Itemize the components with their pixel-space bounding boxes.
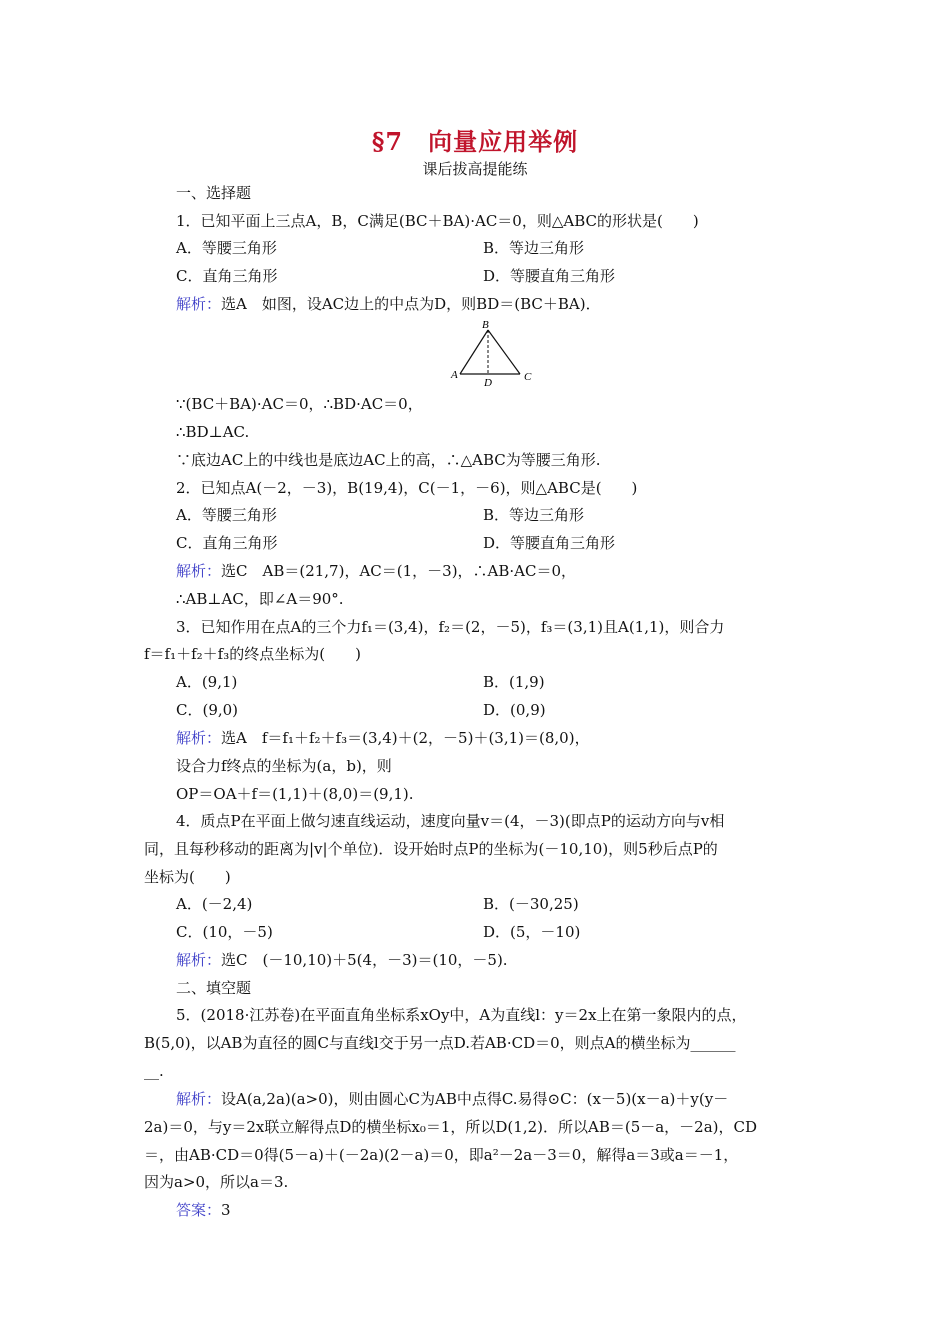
q3-step-1: 设合力f终点的坐标为(a，b)，则 [176, 757, 392, 775]
label-b: B [482, 319, 489, 331]
q3-option-b: B．(1,9) [483, 673, 545, 691]
q1-solution-text: 选A 如图，设AC边上的中点为D，则BD＝(BC＋BA)． [221, 295, 601, 313]
q2-option-d: D．等腰直角三角形 [483, 534, 616, 552]
q5-solution-line-3: ＝，由AB·CD＝0得(5－a)＋(－2a)(2－a)＝0，即a²－2a－3＝0，解得a＝3或a＝－1， [144, 1146, 739, 1164]
q5-solution-line-4: 因为a>0，所以a＝3. [144, 1173, 289, 1191]
q2-solution [176, 561, 576, 581]
side-bc [488, 330, 520, 374]
q4-solution [176, 950, 508, 970]
q1-step-2: ∴BD⊥AC. [176, 423, 250, 441]
q1-solution-label: 解析： [176, 295, 222, 313]
page-subtitle: 课后拔高提能练 [422, 160, 528, 178]
q3-step-2: OP＝OA＋f＝(1,1)＋(8,0)＝(9,1). [176, 785, 414, 803]
q5-answer-label: 答案： [176, 1201, 222, 1219]
q4-solution-text: 选C (－10,10)＋5(4，－3)＝(10，－5). [221, 951, 508, 969]
q4-stem-line-3: 坐标为( ) [144, 868, 231, 886]
q1-option-c: C．直角三角形 [176, 267, 278, 285]
q4-solution-label: 解析： [176, 951, 222, 969]
q1-solution [176, 294, 601, 314]
q5-answer-value: 3 [221, 1201, 231, 1219]
triangle-figure [448, 318, 538, 388]
q4-stem-line-2: 同，且每秒移动的距离为|v|个单位)．设开始时点P的坐标为(－10,10)，则5秒后点P的 [144, 840, 718, 858]
q3-option-c: C．(9,0) [176, 701, 239, 719]
q4-stem-line-1: 4．质点P在平面上做匀速直线运动，速度向量v＝(4，－3)(即点P的运动方向与v相 [176, 812, 725, 830]
q2-solution-label: 解析： [176, 562, 222, 580]
q5-stem-line-2: B(5,0)，以AB为直径的圆C与直线l交于另一点D.若AB·CD＝0，则点A的横坐标为______ [144, 1034, 736, 1052]
q2-option-a: A．等腰三角形 [176, 506, 277, 524]
q5-solution-label: 解析： [176, 1090, 222, 1108]
q5-stem-line-3: __. [144, 1062, 164, 1080]
page-title: §7 向量应用举例 [371, 127, 579, 156]
q5-solution-line-1 [176, 1089, 728, 1109]
q1-stem: 1．已知平面上三点A，B，C满足(BC＋BA)·AC＝0，则△ABC的形状是( ) [176, 212, 699, 230]
q4-option-a: A．(－2,4) [176, 895, 253, 913]
section-fill: 二、填空题 [176, 979, 252, 997]
label-a: A [451, 369, 458, 381]
q2-option-c: C．直角三角形 [176, 534, 278, 552]
q5-solution-line-2: 2a)＝0，与y＝2x联立解得点D的横坐标x₀＝1，所以D(1,2)．所以AB＝(5－a，－2a)，CD [144, 1118, 758, 1136]
q3-stem-line-2: f＝f₁＋f₂＋f₃的终点坐标为( ) [144, 645, 361, 663]
q3-option-a: A．(9,1) [176, 673, 238, 691]
q2-step-1: ∴AB⊥AC，即∠A＝90°. [176, 590, 344, 608]
q1-option-a: A．等腰三角形 [176, 239, 277, 257]
q3-solution-label: 解析： [176, 729, 222, 747]
q2-solution-text: 选C AB＝(21,7)，AC＝(1，－3)，∴AB·AC＝0， [221, 562, 577, 580]
side-ab [460, 330, 488, 374]
q3-stem-line-1: 3．已知作用在点A的三个力f₁＝(3,4)，f₂＝(2，－5)，f₃＝(3,1)且A(1,1)，则合力 [176, 618, 725, 636]
q1-option-d: D．等腰直角三角形 [483, 267, 616, 285]
label-d: D [484, 377, 492, 388]
q1-option-b: B．等边三角形 [483, 239, 585, 257]
q4-option-c: C．(10，－5) [176, 923, 273, 941]
q3-solution [176, 728, 590, 748]
q2-stem: 2．已知点A(－2，－3)，B(19,4)，C(－1，－6)，则△ABC是( ) [176, 479, 638, 497]
q2-option-b: B．等边三角形 [483, 506, 585, 524]
q4-option-d: D．(5，－10) [483, 923, 581, 941]
q5-stem-line-1: 5．(2018·江苏卷)在平面直角坐标系xOy中，A为直线l：y＝2x上在第一象限内的点， [176, 1006, 747, 1024]
q1-step-3: ∵底边AC上的中线也是底边AC上的高，∴△ABC为等腰三角形. [176, 451, 601, 469]
q3-option-d: D．(0,9) [483, 701, 546, 719]
q1-step-1: ∵(BC＋BA)·AC＝0，∴BD·AC＝0， [176, 395, 423, 413]
label-c: C [524, 371, 532, 383]
q5-answer [176, 1200, 231, 1220]
q4-option-b: B．(－30,25) [483, 895, 579, 913]
section-choice: 一、选择题 [176, 184, 252, 202]
q3-solution-text: 选A f＝f₁＋f₂＋f₃＝(3,4)＋(2，－5)＋(3,1)＝(8,0)， [221, 729, 590, 747]
q5-solution-text-1: 设A(a,2a)(a>0)，则由圆心C为AB中点得C.易得⊙C：(x－5)(x－a)＋y(y－ [221, 1090, 729, 1108]
